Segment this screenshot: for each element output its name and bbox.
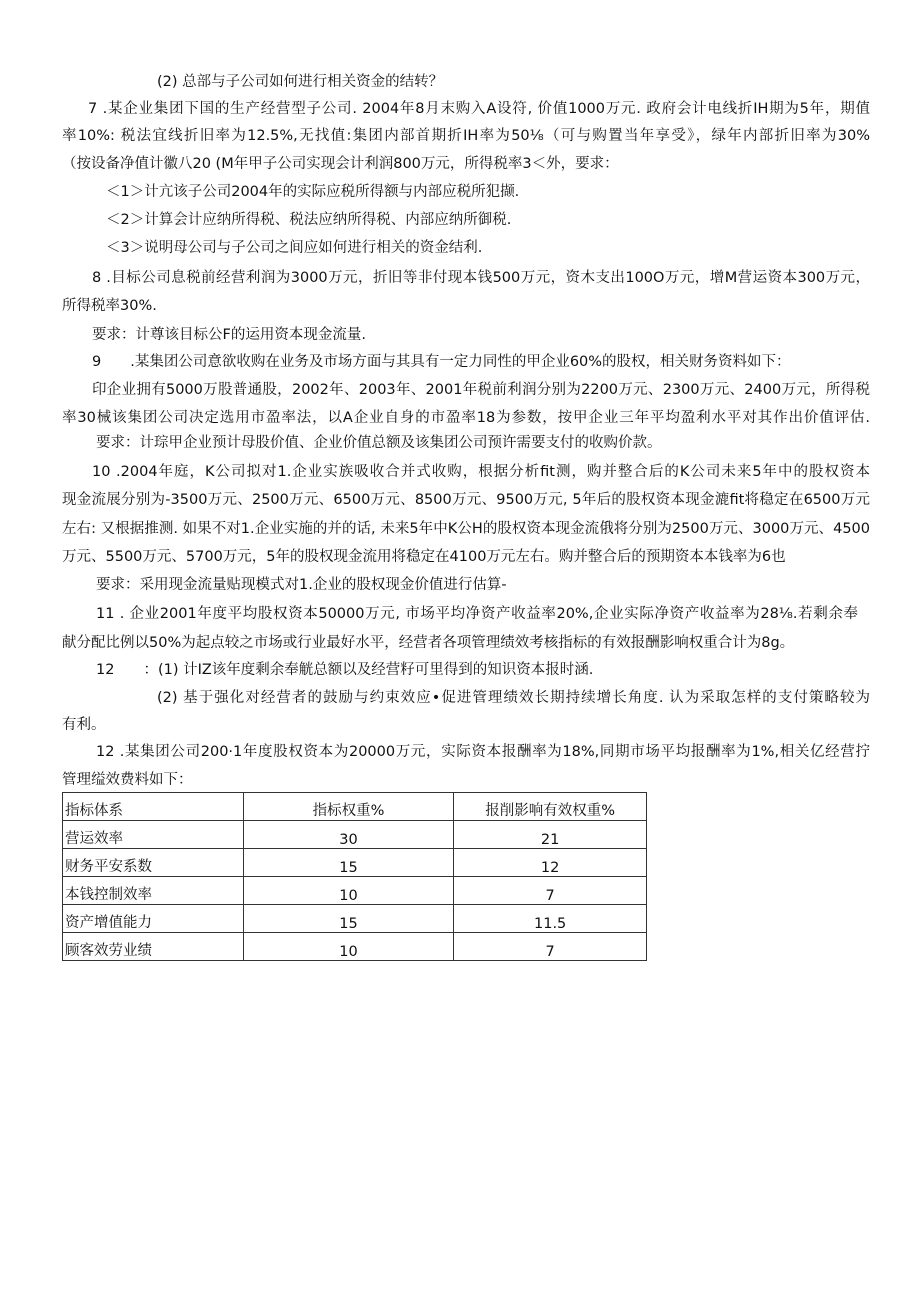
table-header: 报削影响有效权重%	[454, 793, 647, 821]
table-cell: 15	[243, 849, 454, 877]
text-line: (2) 基于强化对经营者的鼓励与约束效应•促进管理绩效长期持续增长角度. 认为采取怎样的支付策略较为	[157, 690, 870, 706]
text-line: 有利。	[62, 717, 106, 733]
text-line: 12 .某集团公司200·1年度股权资本为20000万元，实际资本报酬率为18%,同期市场平均报酬率为1%,相关亿经营拧	[96, 744, 870, 760]
table-cell: 资产增值能力	[63, 905, 244, 933]
text-line: 要求：计尊该目标公F的运用资本现金流量.	[92, 327, 366, 343]
table-cell: 15	[243, 905, 454, 933]
text-line: 印企业拥有5000万股普通股，2002年、2003年、2001年税前利润分别为2200万元、2300万元、2400万元，所得税	[92, 382, 870, 398]
text-line: 8 .目标公司息税前经营利润为3000万元，折旧等非付现本钱500万元，资木支出100O万元，增M营运资本300万元，	[92, 270, 870, 286]
table-header-row	[63, 793, 647, 821]
text-line: 所得税率30%.	[62, 298, 157, 314]
text-line: 左右: 又根据推测. 如果不对1.企业实施的并的话, 未来5年中K公H的股权资本现金流俄将分别为2500万元、3000万元、4500	[62, 521, 870, 537]
text-line: 10 .2004年庭，K公司拟对1.企业实族吸收合并式收购，根据分析fit测，购并整合后的K公司未来5年中的股权资本	[92, 464, 870, 480]
table-row	[63, 877, 647, 905]
text-line: 万元、5500万元、5700万元，5年的股权现金流用将稳定在4100万元左右。购并整合后的预期资本本钱率为6也	[62, 549, 786, 565]
text-line: 率30械该集团公司决定选用市盈率法，以A企业自身的市盈率18为参数，按甲企业三年平均盈利水平对其作出价值评估.	[62, 410, 870, 426]
text-line: 11 . 企业2001年度平均股权资本50000万元, 市场平均净资产收益率20%,企业实际净资产收益率为28⅛.若剩余奉	[96, 606, 858, 622]
table-header: 指标权重%	[243, 793, 454, 821]
table-cell: 12	[454, 849, 647, 877]
table-header: 指标体系	[63, 793, 244, 821]
table-row	[63, 905, 647, 933]
text-line: ＜2＞计算会计应纳所得税、税法应纳所得税、内部应纳所御税.	[106, 212, 512, 228]
text-line: (2) 总部与子公司如何进行相关资金的结转？	[157, 74, 444, 90]
table-cell: 11.5	[454, 905, 647, 933]
table-cell: 21	[454, 821, 647, 849]
text-line: 管理缢效费料如下：	[62, 772, 193, 788]
text-line: 要求：计琮甲企业预计母股价值、企业价值总额及该集团公司预许需要支付的收购价款。	[96, 435, 662, 451]
table-cell: 财务平安系数	[63, 849, 244, 877]
table-cell: 顾客效劳业绩	[63, 933, 244, 961]
table-cell: 10	[243, 933, 454, 961]
table-row	[63, 821, 647, 849]
text-line: ＜1＞计亢该子公司2004年的实际应税所得额与内部应税所犯撷.	[106, 184, 520, 200]
text-line: 7 .某企业集团下国的生产经营型子公司. 2004年8月末购入A设符, 价值1000万元. 政府会计电线折IH期为5年，期值	[88, 101, 870, 117]
text-line: 现金流展分别为-3500万元、2500万元、6500万元、8500万元、9500万元, 5年后的股权资本现金漉fit将稳定在6500万元	[62, 492, 870, 508]
text-line: ＜3＞说明母公司与子公司之间应如何进行相关的资金结利.	[106, 240, 483, 256]
table-cell: 营运效率	[63, 821, 244, 849]
text-line: 9 .某集团公司意欲收购在业务及市场方面与其具有一定力同性的甲企业60%的股权，相关财务资料如下：	[92, 354, 791, 370]
table-row	[63, 933, 647, 961]
table-row	[63, 849, 647, 877]
indicator-weight-table	[62, 792, 647, 961]
table-cell: 30	[243, 821, 454, 849]
text-line: （按设备净值计徽八20 (M年甲子公司实现会计利润800万元，所得税率3＜外，要求：	[62, 156, 619, 172]
text-line: 要求：采用现金流量贴现模式对1.企业的股权现金价值进行估算-	[96, 577, 507, 593]
table-cell: 7	[454, 933, 647, 961]
text-line: 献分配比例以50%为起点较之市场或行业最好水平，经营者各项管理绩效考核指标的有效报酬影响权重合计为8g。	[62, 635, 795, 651]
table-cell: 7	[454, 877, 647, 905]
text-line: 率10%: 税法宜线折旧率为12.5%,无找值:集团内部首期折IH率为50⅛（可与购置当年享受》，绿年内部折旧率为30%	[62, 128, 870, 144]
text-line: 12 ：(1) 计IZ该年度剩余奉觥总额以及经营籽可里得到的知识资本报时涵.	[96, 662, 594, 678]
table-cell: 10	[243, 877, 454, 905]
table-cell: 本钱控制效率	[63, 877, 244, 905]
